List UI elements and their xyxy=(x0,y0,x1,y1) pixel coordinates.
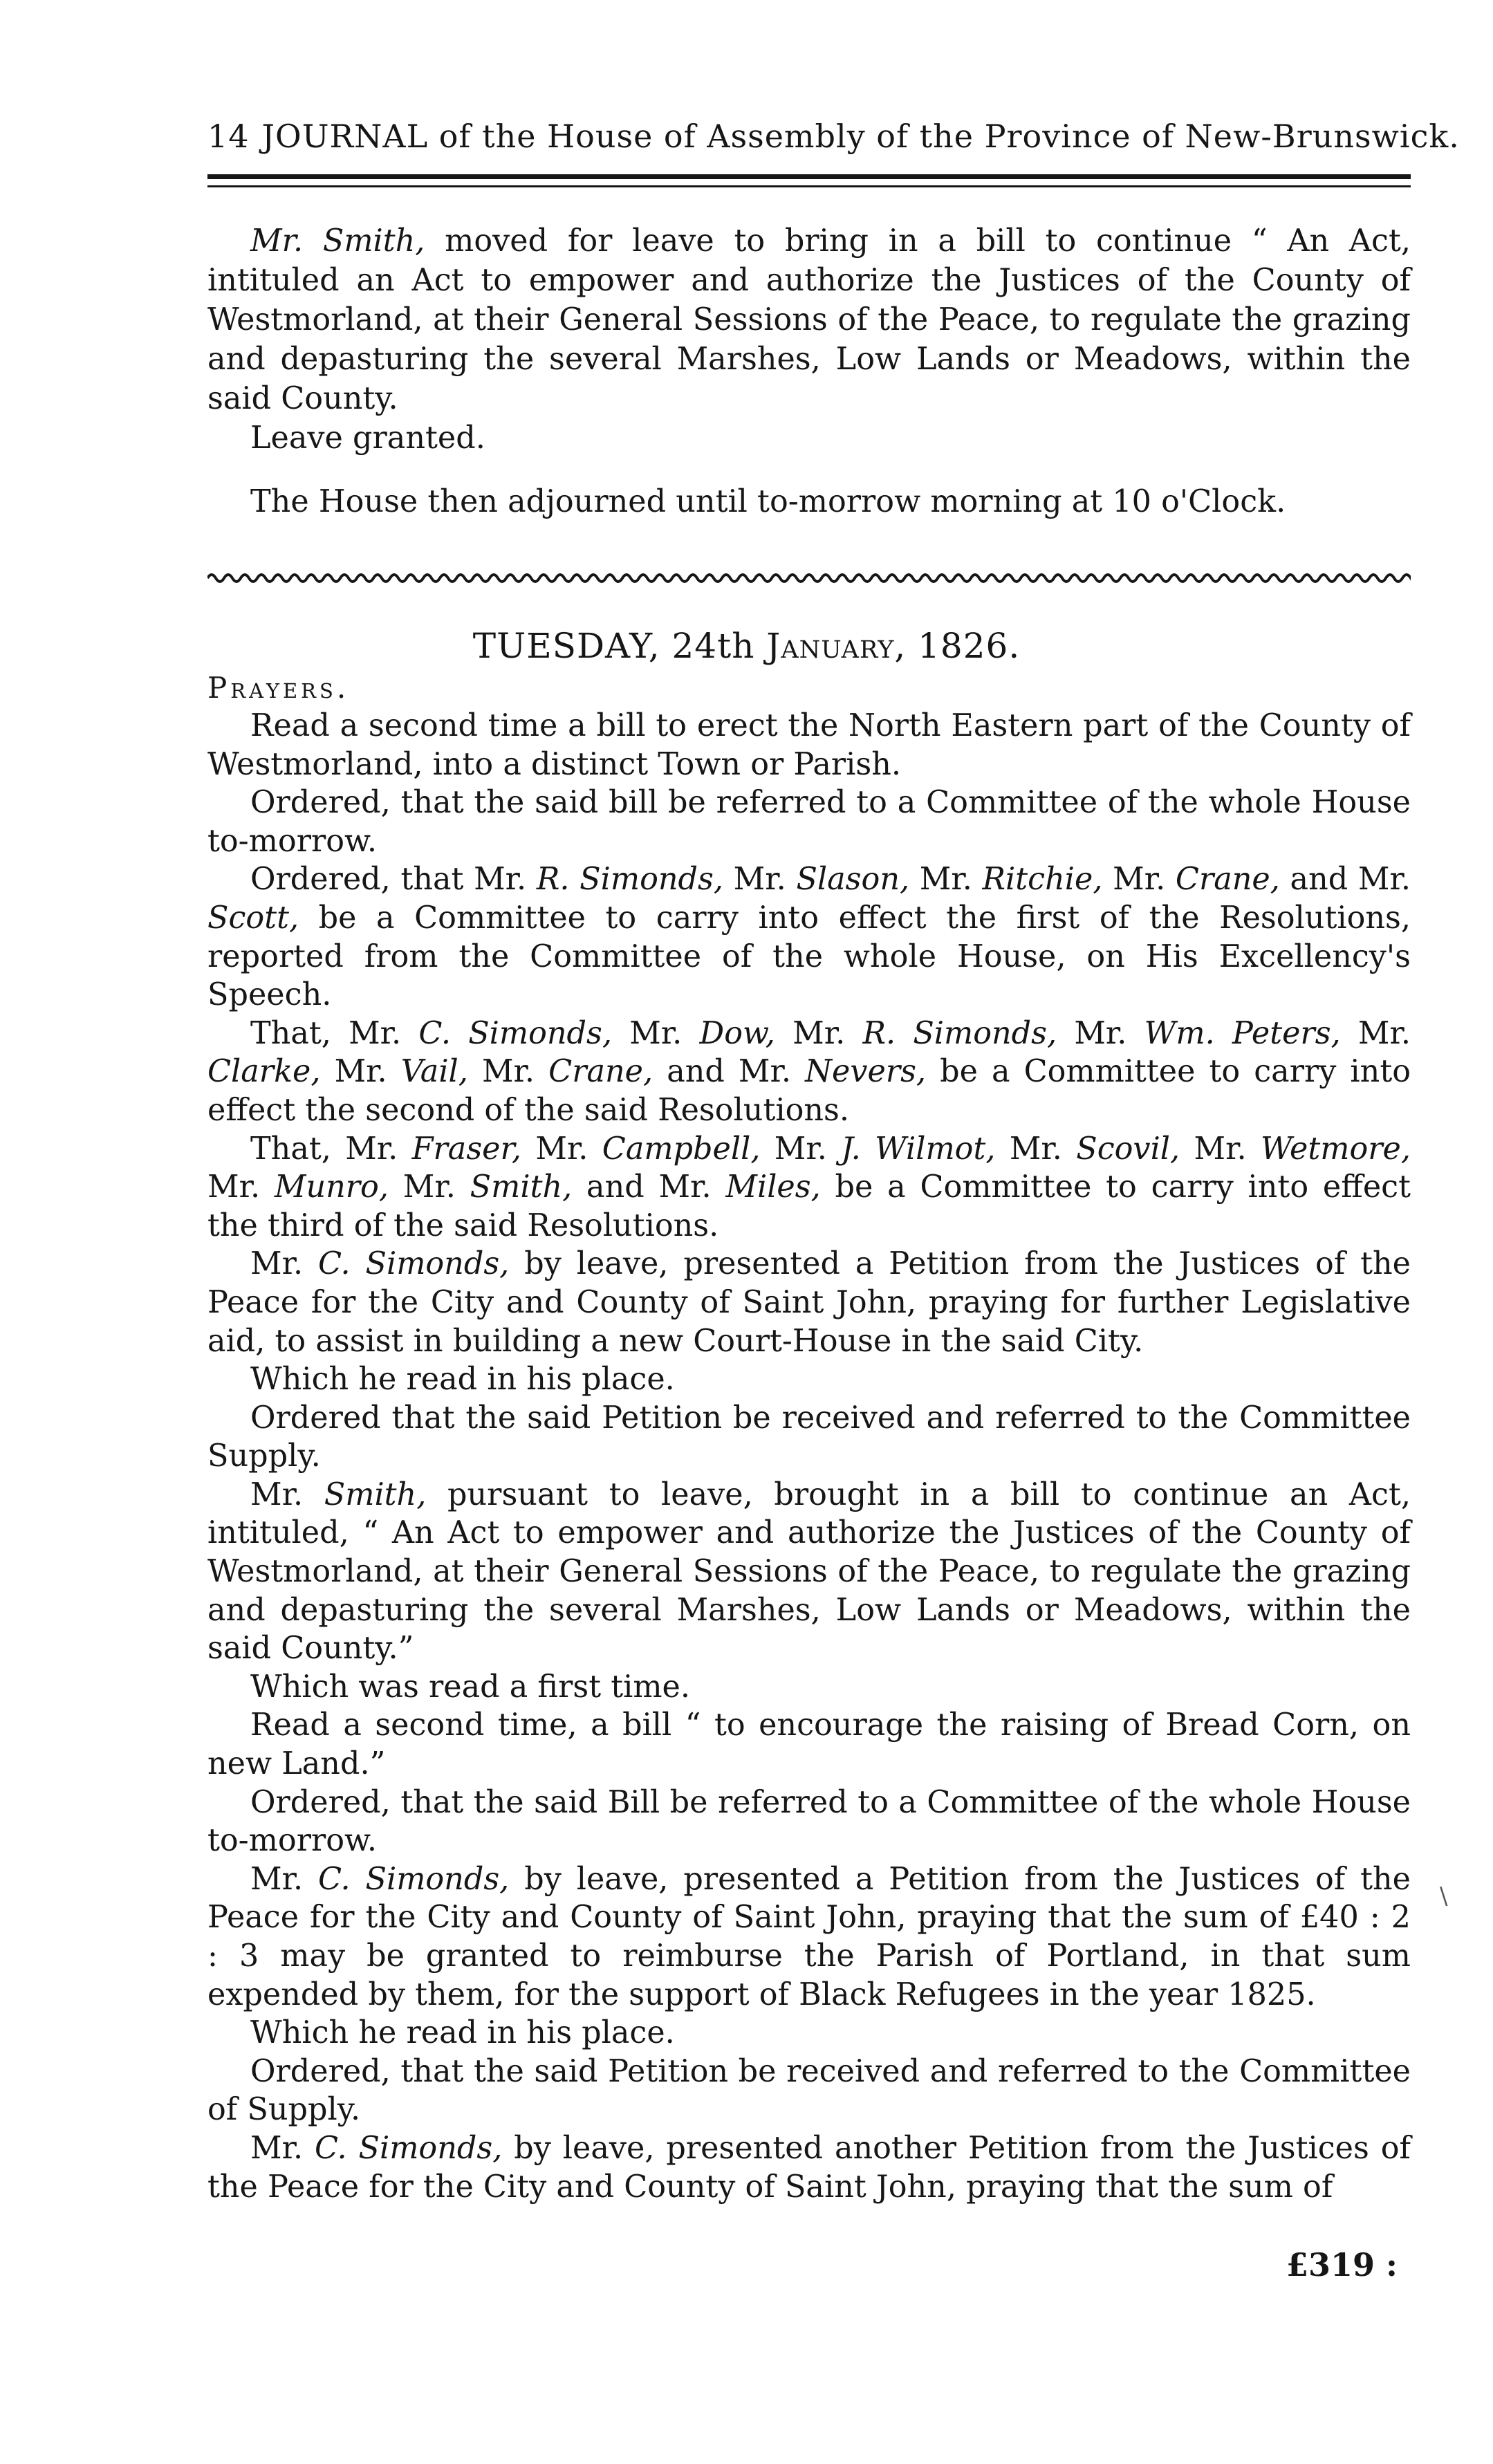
speaker-name: Mr. Smith, xyxy=(250,223,425,259)
member-name: Slason, xyxy=(796,862,910,898)
entry-paragraph: Which he read in his place. xyxy=(250,2015,675,2051)
day-month: January xyxy=(766,626,895,666)
member-name: Fraser, xyxy=(411,1131,522,1167)
header-rule-thick xyxy=(207,174,1411,179)
adjournment-note: The House then adjourned until to-morrow morning at 10 o'Clock. xyxy=(250,484,1286,519)
catchword: £319 : xyxy=(1286,2246,1398,2284)
member-name: Ritchie, xyxy=(982,862,1103,898)
previous-day-text xyxy=(207,221,1411,458)
committee-first-resolution: Ordered, that Mr. R. Simonds, Mr. Slason, Mr. Ritchie, Mr. Crane, and Mr. Scott, be a Committee to carry into effect the first of the Resolutions, reported from the Committee of the whole House, on His Excellency's Speech. xyxy=(207,862,1411,1013)
page-number: 14 xyxy=(207,118,250,155)
member-name: Crane, xyxy=(1175,862,1280,898)
member-name: Crane, xyxy=(548,1054,653,1090)
member-name: R. Simonds, xyxy=(536,862,724,898)
header-rule-thin xyxy=(207,185,1411,187)
motion-paragraph xyxy=(207,221,1411,418)
grazing-bill: Mr. Smith, pursuant to leave, brought in a bill to continue an Act, intituled, “ An Act to empower and authorize the Justices of the County of Westmorland, at their General Sessions of the Peace, to regulate the grazing and depasturing the several Marshes, Low Lands or Meadows, within the said County.” xyxy=(207,1476,1411,1667)
member-name: Smith, xyxy=(324,1476,427,1512)
member-name: C. Simonds, xyxy=(317,1246,510,1282)
entry-paragraph: Read a second time, a bill “ to encourage the raising of Bread Corn, on new Land.” xyxy=(207,1707,1411,1782)
entry-paragraph: Ordered, that the said Bill be referred to a Committee of the whole House to-morrow. xyxy=(207,1784,1411,1859)
courthouse-petition: Mr. C. Simonds, by leave, presented a Petition from the Justices of the Peace for the City and County of Saint John, praying for further Legislative aid, to assist in building a new Court-House in the said City. xyxy=(207,1246,1411,1359)
entry-paragraph: Ordered that the said Petition be received and referred to the Committee Supply. xyxy=(207,1400,1411,1474)
leave-granted: Leave granted. xyxy=(250,420,485,456)
entry-paragraph: Read a second time a bill to erect the North Eastern part of the County of Westmorland, into a distinct Town or Parish. xyxy=(207,708,1411,782)
committee-second-resolution: That, Mr. C. Simonds, Mr. Dow, Mr. R. Simonds, Mr. Wm. Peters, Mr. Clarke, Mr. Vail, Mr. Crane, and Mr. Nevers, be a Committee to carry into effect the second of the said Resolutions. xyxy=(207,1015,1411,1128)
member-name: Munro, xyxy=(274,1169,389,1205)
member-name: R. Simonds, xyxy=(862,1015,1057,1051)
margin-tick: \ xyxy=(1440,1882,1448,1910)
member-name: Campbell, xyxy=(602,1131,761,1167)
running-title: JOURNAL of the House of Assembly of the Province of New-Brunswick. xyxy=(261,118,1460,155)
member-name: C. Simonds, xyxy=(317,1861,510,1897)
motion-text: moved for leave to bring in a bill to continue “ An Act, intituled an Act to empower and authorize the Justices of the County of Westmorland, at their General Sessions of the Peace, to regulate the grazing and depasturing the several Marshes, Low Lands or Meadows, within the said County. xyxy=(207,223,1411,416)
member-name: Wetmore, xyxy=(1260,1131,1411,1167)
prayers-heading: Prayers. xyxy=(207,671,350,705)
member-name: J. Wilmot, xyxy=(841,1131,996,1167)
member-name: Clarke, xyxy=(207,1054,321,1090)
day-proceedings xyxy=(207,707,1411,2206)
member-name: Vail, xyxy=(400,1054,468,1090)
day-heading xyxy=(0,626,1493,666)
day-year: , 1826. xyxy=(894,626,1021,666)
member-name: C. Simonds, xyxy=(418,1015,613,1051)
portland-petition: Mr. C. Simonds, by leave, presented a Petition from the Justices of the Peace for the City and County of Saint John, praying that the sum of £40 : 2 : 3 may be granted to reimburse the Parish of Portland, in that sum expended by them, for the support of Black Refugees in the year 1825. xyxy=(207,1861,1411,2012)
member-name: Dow, xyxy=(699,1015,775,1051)
entry-paragraph: Which was read a first time. xyxy=(250,1669,691,1705)
another-petition: Mr. C. Simonds, by leave, presented another Petition from the Justices of the Peace for the City and County of Saint John, praying that the sum of xyxy=(207,2130,1411,2205)
member-name: C. Simonds, xyxy=(315,2130,503,2166)
member-name: Smith, xyxy=(470,1169,573,1205)
day-weekday: TUESDAY, 24th xyxy=(472,626,767,666)
member-name: Miles, xyxy=(725,1169,821,1205)
committee-third-resolution: That, Mr. Fraser, Mr. Campbell, Mr. J. Wilmot, Mr. Scovil, Mr. Wetmore, Mr. Munro, Mr. Smith, and Mr. Miles, be a Committee to carry into effect the third of the said Resolutions. xyxy=(207,1131,1411,1243)
running-head xyxy=(207,118,1460,155)
member-name: Wm. Peters, xyxy=(1144,1015,1341,1051)
entry-paragraph: Ordered, that the said bill be referred to a Committee of the whole House to-morrow. xyxy=(207,785,1411,859)
entry-paragraph: Ordered, that the said Petition be received and referred to the Committee of Supply. xyxy=(207,2053,1411,2128)
member-name: Scott, xyxy=(207,900,299,936)
member-name: Scovil, xyxy=(1076,1131,1180,1167)
entry-paragraph: Which he read in his place. xyxy=(250,1362,675,1398)
member-name: Nevers, xyxy=(805,1054,927,1090)
wavy-divider xyxy=(207,568,1411,588)
